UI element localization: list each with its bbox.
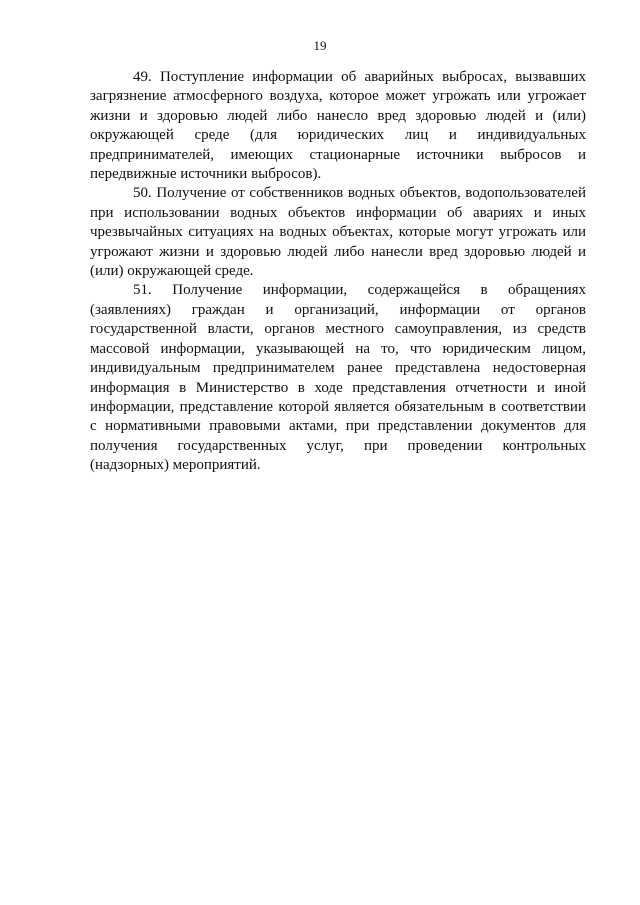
paragraph-49: 49. Поступление информации об аварийных выбросах, вызвавших загрязнение атмосферного воздуха, которое может угрожать или угрожает жизни и здоровью людей либо нанесло вред здоровью людей и (или) окружающей среде (для юридических лиц и индивидуальных предпринимателей, имеющих стационарные источники выбросов и передвижные источники выбросов). (90, 69, 586, 183)
paragraph-51: 51. Получение информации, содержащейся в обращениях (заявлениях) граждан и организаций, информации от органов государственной власти, органов местного самоуправления, из средств массовой информации, указывающей на то, что юридическим лицом, индивидуальным предпринимателем ранее представлена недостоверная информация в Министерство в ходе представления отчетности и иной информации, представление которой является обязательным в соответствии с нормативными правовыми актами, при представлении документов для получения государственных услуг, при проведении контрольных (надзорных) мероприятий. (90, 282, 586, 474)
paragraph-50: 50. Получение от собственников водных объектов, водопользователей при использовании водных объектов информации об авариях и иных чрезвычайных ситуациях на водных объектах, которые могут угрожать или угрожают жизни и здоровью людей либо нанесли вред здоровью людей и (или) окружающей среде. (90, 185, 586, 280)
document-body (90, 68, 586, 476)
page-number: 19 (313, 38, 327, 53)
